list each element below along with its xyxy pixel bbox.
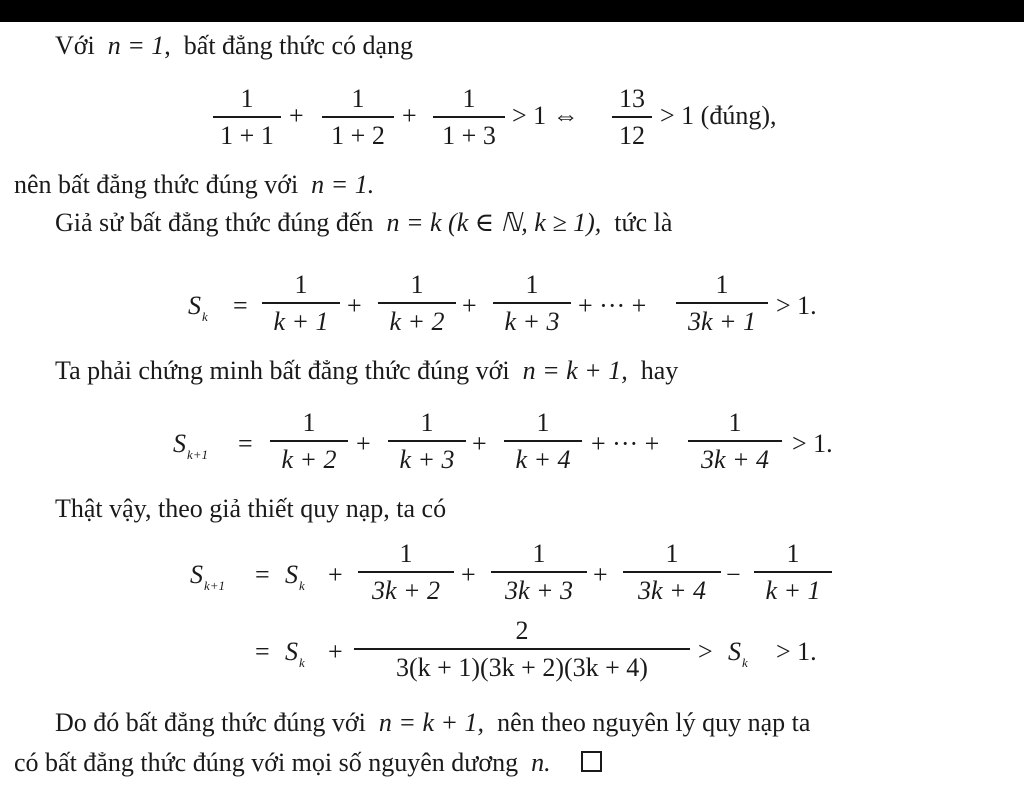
- paragraph-hypothesis: [55, 210, 672, 236]
- fraction: 13 12: [612, 86, 652, 149]
- fraction: 1 3k + 1: [676, 272, 768, 335]
- fraction: 1 3k + 4: [623, 541, 721, 604]
- fraction: 1 1 + 3: [433, 86, 505, 149]
- text: bất đẳng thức có dạng: [183, 31, 414, 60]
- sk-term: $S_k$: [728, 637, 748, 670]
- paragraph-base-true: [14, 172, 374, 198]
- top-black-bar: [0, 0, 1024, 22]
- text: Do đó bất đẳng thức đúng với: [55, 708, 366, 737]
- math-inline: n = k (k ∈ ℕ, k ≥ 1),: [386, 208, 602, 237]
- math-inline: n = k + 1,: [522, 356, 628, 385]
- math-inline: n.: [531, 748, 551, 777]
- fraction: 1 k + 1: [262, 272, 340, 335]
- fraction: 1 3k + 3: [491, 541, 587, 604]
- math-inline: n = 1: [107, 31, 165, 60]
- equals-sign: =: [255, 560, 270, 589]
- relation: > 1.: [792, 429, 833, 458]
- ellipsis: + ··· +: [591, 429, 660, 458]
- text: nên bất đẳng thức đúng với: [14, 170, 299, 199]
- fraction: 1 k + 3: [388, 410, 466, 473]
- text: Với: [55, 31, 95, 60]
- fraction: 2 3(k + 1)(3k + 2)(3k + 4): [354, 618, 690, 681]
- text: Ta phải chứng minh bất đẳng thức đúng với: [55, 356, 510, 385]
- relation: > 1.: [776, 291, 817, 320]
- fraction: 1 k + 1: [754, 541, 832, 604]
- paragraph-final: [14, 750, 602, 776]
- fraction: 1 1 + 2: [322, 86, 394, 149]
- equals-sign: =: [238, 429, 253, 458]
- relation: > 1 (đúng),: [660, 101, 777, 130]
- text: nên theo nguyên lý quy nạp ta: [497, 708, 811, 737]
- gt-sign: >: [698, 637, 713, 666]
- plus-sign: +: [289, 101, 304, 130]
- ellipsis: + ··· +: [578, 291, 647, 320]
- plus-sign: +: [402, 101, 417, 130]
- paragraph-indeed: [55, 496, 446, 522]
- text: hay: [640, 356, 679, 385]
- fraction: 1 k + 2: [378, 272, 456, 335]
- fraction: 1 k + 2: [270, 410, 348, 473]
- equals-sign: =: [233, 291, 248, 320]
- text: tức là: [614, 208, 673, 237]
- relation: > 1 ⇔: [512, 101, 579, 130]
- math-inline: n = k + 1,: [378, 708, 485, 737]
- lhs-sk: $S_k$: [188, 291, 208, 324]
- equals-sign: =: [255, 637, 270, 666]
- text: có bất đẳng thức đúng với mọi số nguyên dương: [14, 748, 519, 777]
- math-inline: n = 1.: [311, 170, 375, 199]
- paragraph-n1: Với n = 1, bất đẳng thức có dạng: [55, 31, 414, 60]
- text: Giả sử bất đẳng thức đúng đến: [55, 208, 374, 237]
- fraction: 1 3k + 4: [688, 410, 782, 473]
- paragraph-to-prove: [55, 358, 678, 384]
- lhs-sk1: $S_{k+1}$: [190, 560, 226, 593]
- sk-term: $S_k$: [285, 637, 305, 670]
- fraction: 1 k + 3: [493, 272, 571, 335]
- qed-square-icon: [581, 751, 602, 772]
- relation: > 1.: [776, 637, 817, 666]
- text: Thật vậy, theo giả thiết quy nạp, ta có: [55, 494, 447, 523]
- fraction: 1 1 + 1: [213, 86, 281, 149]
- fraction: 1 3k + 2: [358, 541, 454, 604]
- lhs-sk1: $S_{k+1}$: [173, 429, 209, 462]
- paragraph-therefore: [55, 710, 810, 736]
- fraction: 1 k + 4: [504, 410, 582, 473]
- minus-sign: −: [726, 560, 741, 589]
- sk-term: $S_k$: [285, 560, 305, 593]
